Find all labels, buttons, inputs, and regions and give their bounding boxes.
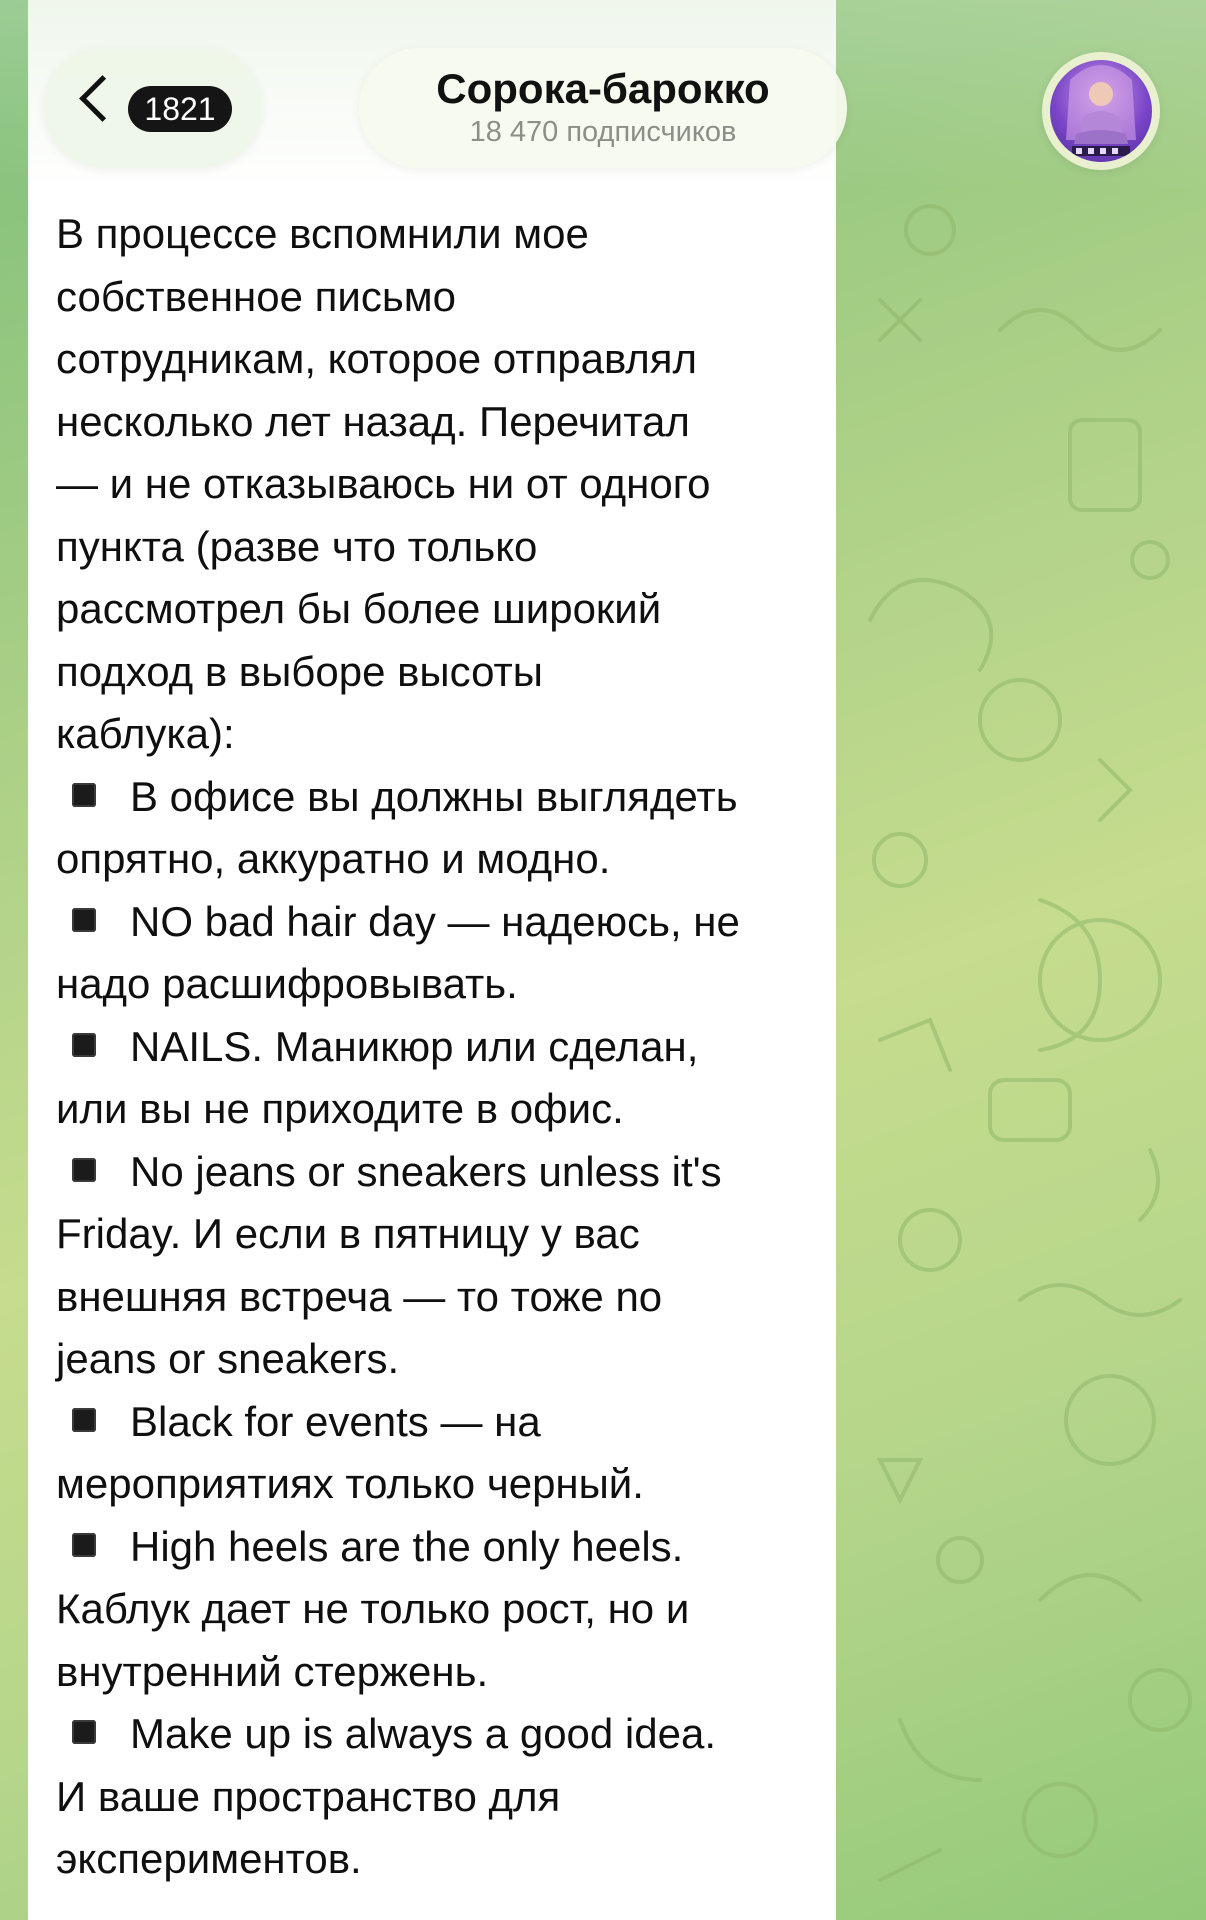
bullet-text: High heels are the only heels. [130,1522,684,1570]
bullet-item [56,1516,826,1704]
text-line: мероприятиях только черный. [56,1460,644,1507]
channel-info-button[interactable] [359,48,847,168]
bullet-text: В офисе вы должны выглядеть [130,772,738,820]
text-line: или вы не приходите в офис. [56,1085,624,1132]
black-square-icon [72,1033,96,1057]
channel-avatar[interactable] [1042,52,1160,170]
text-line: — и не отказываюсь ни от одного [56,460,711,507]
bullet-item [56,1391,826,1516]
text-line: пункта (разве что только [56,522,538,570]
bullet-item [56,1141,826,1391]
bullet-text: No jeans or sneakers unless it's [130,1147,722,1195]
message-intro [56,203,826,766]
bullet-item [56,891,826,1016]
bullet-item [56,766,826,891]
text-line: опрятно, аккуратно и модно. [56,835,611,882]
text-line: сотрудникам, которое отправлял [56,335,698,382]
text-line: внутренний стержень. [56,1647,489,1695]
text-line: jeans or sneakers. [56,1335,400,1382]
black-square-icon [72,1720,96,1744]
text-line: рассмотрел бы более широкий [56,585,662,632]
text-line: каблука): [56,710,235,757]
unread-count-badge[interactable]: 1821 [128,86,232,132]
subscriber-count: 18 470 подписчиков [469,116,737,148]
black-square-icon [72,1533,96,1557]
channel-header [0,0,1206,190]
text-line: И ваше пространство для [56,1772,561,1820]
bullet-text: Make up is always a good idea. [130,1710,717,1757]
text-line: собственное письмо [56,272,456,320]
text-line: Каблук дает не только рост, но и [56,1585,690,1632]
bullet-item [56,1703,826,1891]
text-line: В процессе вспомнили мое [56,210,589,257]
text-line: Friday. И если в пятницу у вас [56,1210,640,1257]
black-square-icon [72,1408,96,1432]
black-square-icon [72,908,96,932]
channel-title: Сорока-барокко [436,65,770,112]
text-line: подход в выборе высоты [56,647,543,695]
avatar-image [1050,60,1152,162]
text-line: внешняя встреча — то тоже no [56,1272,663,1320]
black-square-icon [72,1158,96,1182]
bullet-text: NAILS. Маникюр или сделан, [130,1022,699,1070]
text-line: экспериментов. [56,1835,362,1882]
message-text [56,203,826,1891]
avatar-figure-icon [1050,60,1152,162]
text-line: надо расшифровывать. [56,960,518,1007]
black-square-icon [72,783,96,807]
bullet-item [56,1016,826,1141]
text-line: несколько лет назад. Перечитал [56,397,690,445]
bullet-text: Black for events — на [130,1397,541,1445]
bullet-text: NO bad hair day — надеюсь, не [130,897,740,945]
